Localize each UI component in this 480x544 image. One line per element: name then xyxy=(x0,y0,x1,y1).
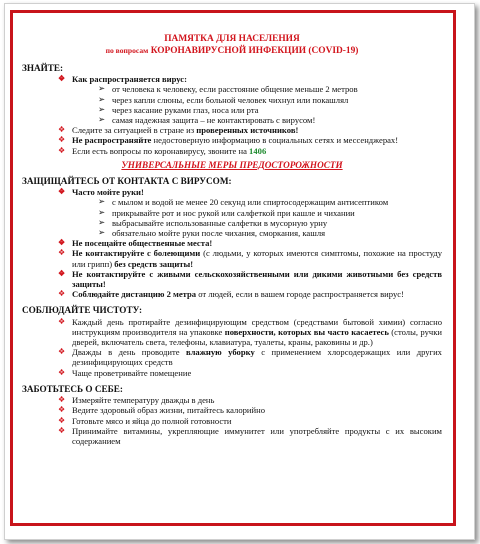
list-item: ❖ Не распространяйте недостоверную информацию в социальных сетях и мессенджерах! xyxy=(58,135,399,146)
clean-heading: СОБЛЮДАЙТЕ ЧИСТОТУ: xyxy=(22,305,143,316)
diamond-bullet-icon: ❖ xyxy=(58,125,66,135)
list-item: ❖ Ведите здоровый образ жизни, питайтесь калорийно xyxy=(58,405,266,416)
diamond-bullet-icon: ❖ xyxy=(58,145,66,155)
sub-item: ➢ прикрывайте рот и нос рукой или салфеткой при кашле и чихании xyxy=(98,206,355,218)
sub-item: ➢ через капли слюны, если больной человек чихнул или покашлял xyxy=(98,93,349,105)
sub-item: ➢ обязательно мойте руки после чихания, сморкания, кашля xyxy=(98,227,326,239)
arrow-right-icon: ➢ xyxy=(98,114,106,125)
title-line1: ПАМЯТКА ДЛЯ НАСЕЛЕНИЯ xyxy=(164,34,300,44)
diamond-bullet-icon: ❖ xyxy=(58,405,66,415)
diamond-bullet-icon: ❖ xyxy=(58,268,66,278)
universal-heading: УНИВЕРСАЛЬНЫЕ МЕРЫ ПРЕДОСТОРОЖНОСТИ xyxy=(121,159,343,170)
arrow-right-icon: ➢ xyxy=(98,196,106,207)
list-item: ❖ Принимайте витамины, укрепляющие иммунитет или употребляйте продукты с их высоким содержанием xyxy=(58,425,442,446)
arrow-right-icon: ➢ xyxy=(98,206,106,217)
list-item: ❖ Часто мойте руки! xyxy=(58,187,144,198)
diamond-bullet-icon: ❖ xyxy=(58,74,66,84)
diamond-bullet-icon: ❖ xyxy=(58,187,66,197)
protect-heading: ЗАЩИЩАЙТЕСЬ ОТ КОНТАКТА С ВИРУСОМ: xyxy=(22,176,232,187)
arrow-right-icon: ➢ xyxy=(98,103,106,114)
sub-item: ➢ самая надежная защита – не контактировать с вирусом! xyxy=(98,114,316,126)
list-item: ❖ Не посещайте общественные места! xyxy=(58,238,213,249)
list-item: ❖ Если есть вопросы по коронавирусу, звоните на 1406 xyxy=(58,145,267,156)
know-heading: ЗНАЙТЕ: xyxy=(22,63,64,73)
list-item: ❖ Не контактируйте с живыми сельскохозяйственными или дикими животными без средств защиты! xyxy=(58,268,442,290)
memo-title xyxy=(22,34,442,57)
list-item: ❖ Не контактируйте с болеющими (с людьми, у которых имеются симптомы, похожие на простуду или грипп) без средств защиты! xyxy=(58,248,443,269)
sub-item: ➢ с мылом и водой не менее 20 секунд или спиртосодержащим антисептиком xyxy=(98,196,389,208)
hotline-number: 1406 xyxy=(249,145,267,156)
diamond-bullet-icon: ❖ xyxy=(58,316,66,326)
memo-content xyxy=(22,34,442,446)
list-item: ❖ Готовьте мясо и яйца до полной готовности xyxy=(58,415,232,426)
list-item: ❖ Следите за ситуацией в стране из проверенных источников! xyxy=(58,125,299,136)
diamond-bullet-icon: ❖ xyxy=(58,238,66,248)
arrow-right-icon: ➢ xyxy=(98,227,106,238)
diamond-bullet-icon: ❖ xyxy=(58,367,66,377)
diamond-bullet-icon: ❖ xyxy=(58,248,66,258)
diamond-bullet-icon: ❖ xyxy=(58,395,66,405)
arrow-right-icon: ➢ xyxy=(98,83,106,94)
diamond-bullet-icon: ❖ xyxy=(58,347,66,357)
list-item: ❖ Каждый день протирайте дезинфицирующим средством (средствами бытовой химии) согласно инструкциям производителя на упаковке поверхности, которых вы часто касаетесь (столы, ручки дверей, включатель света, телефоны, клавиатура, туалеты, краны, раковины и др.) xyxy=(58,316,442,348)
sub-item: ➢ выбрасывайте использованные салфетки в мусорную урну xyxy=(98,216,328,228)
list-item: ❖ Соблюдайте дистанцию 2 метра от людей, если в вашем городе распространяется вирус! xyxy=(58,289,404,300)
diamond-bullet-icon: ❖ xyxy=(58,425,66,435)
list-item: ❖ Как распространяется вирус: xyxy=(58,74,187,85)
sub-item: ➢ через касание руками глаз, носа или рта xyxy=(98,103,259,115)
diamond-bullet-icon: ❖ xyxy=(58,135,66,145)
list-item: ❖ Измеряйте температуру дважды в день xyxy=(58,395,215,406)
title-small: по вопросам xyxy=(105,46,149,55)
sub-item: ➢ от человека к человеку, если расстояние общение меньше 2 метров xyxy=(98,83,358,95)
list-item: ❖ Чаще проветривайте помещение xyxy=(58,367,192,378)
list-item: ❖ Дважды в день проводите влажную уборку с применением хлорсодержащих или других дезинфицирующих средств xyxy=(58,347,442,368)
title-line2 xyxy=(22,45,442,57)
diamond-bullet-icon: ❖ xyxy=(58,415,66,425)
arrow-right-icon: ➢ xyxy=(98,93,106,104)
self-heading: ЗАБОТЬТЕСЬ О СЕБЕ: xyxy=(22,383,123,394)
title-big: КОРОНАВИРУСНОЙ ИНФЕКЦИИ (COVID-19) xyxy=(150,46,359,56)
diamond-bullet-icon: ❖ xyxy=(58,289,66,299)
arrow-right-icon: ➢ xyxy=(98,216,106,227)
